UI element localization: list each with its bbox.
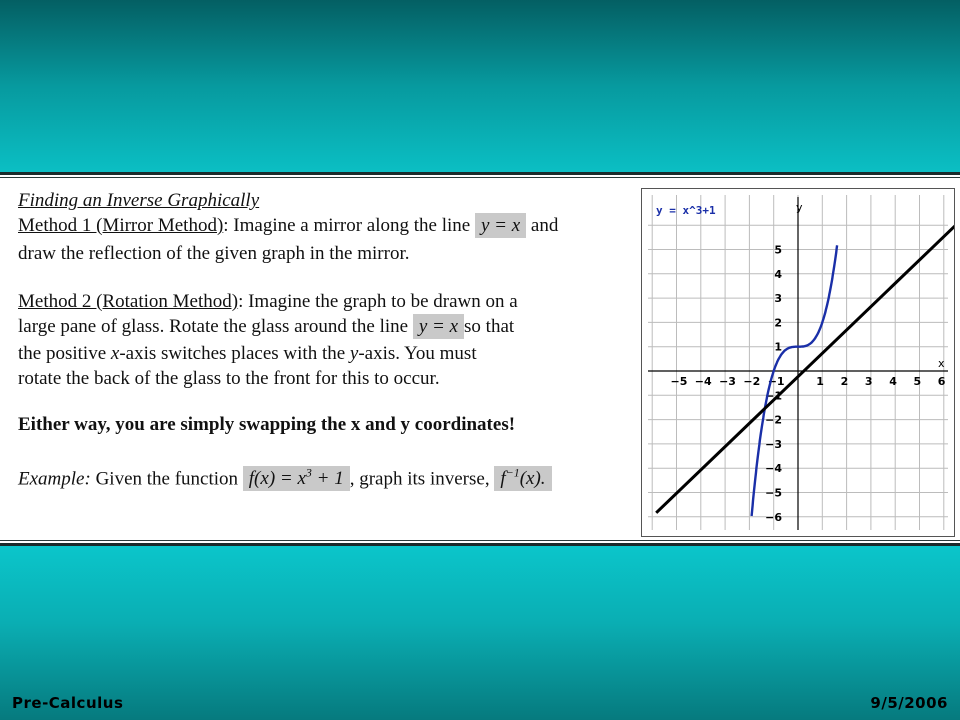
x-tick-label: −1 — [767, 375, 785, 388]
method1-label: Method 1 (Mirror Method) — [18, 215, 224, 236]
method2-line3-a: the positive — [18, 343, 111, 364]
example-inverse — [494, 466, 551, 491]
x-tick-label: 3 — [864, 375, 873, 388]
graph-plot — [642, 189, 954, 536]
example-inverse-exponent: −1 — [505, 466, 520, 480]
method1-text: : Imagine a mirror along the line — [223, 215, 471, 236]
method1-equation: y = x — [475, 213, 526, 238]
example-line — [18, 466, 552, 490]
x-tick-label: −2 — [743, 375, 761, 388]
y-tick-label: 1 — [774, 340, 782, 354]
y-tick-label: 4 — [774, 267, 782, 281]
method2-line3-c: -axis. You must — [358, 343, 477, 364]
y-tick-label: −3 — [765, 437, 782, 451]
emphasis-statement: Either way, you are simply swapping the x and y coordinates! — [18, 414, 516, 435]
footer-course: Pre-Calculus — [12, 694, 124, 712]
graph-frame — [641, 188, 955, 537]
x-tick-label: 5 — [913, 375, 922, 388]
y-tick-label: −2 — [765, 413, 782, 427]
example-label: Example: — [18, 468, 91, 490]
method2-line3 — [18, 343, 477, 365]
x-tick-label: −5 — [670, 375, 688, 388]
y-tick-label: −1 — [765, 389, 782, 403]
method2-label: Method 2 (Rotation Method) — [18, 291, 239, 312]
x-tick-label: 6 — [937, 375, 946, 388]
method2-line2 — [18, 316, 514, 338]
method2-so-that: so that — [464, 316, 515, 337]
method2-line1 — [18, 291, 518, 313]
method1-line2: draw the reflection of the given graph in the mirror. — [18, 243, 410, 264]
y-tick-label: −5 — [765, 486, 782, 500]
x-tick-label: 4 — [889, 375, 897, 388]
example-inverse-tail: (x). — [519, 468, 546, 490]
method2-line3-b: -axis switches places with the — [119, 343, 350, 364]
method2-text: : Imagine the graph to be drawn on a — [238, 291, 518, 312]
x-tick-label: 2 — [840, 375, 849, 388]
y-tick-label: −6 — [765, 510, 782, 524]
slide-background-bottom — [0, 544, 960, 720]
example-function-tail: + 1 — [311, 468, 344, 490]
method1-text-and: and — [530, 215, 559, 236]
example-text: Given the function — [90, 468, 239, 490]
x-axis-label: x — [938, 357, 945, 370]
example-text-b: , graph its inverse, — [349, 468, 490, 490]
method2-equation: y = x — [413, 314, 464, 339]
method2-y-var: y — [349, 343, 359, 364]
slide-heading: Finding an Inverse Graphically — [18, 190, 260, 211]
example-function-exponent: 3 — [305, 466, 312, 480]
graph-function-label: y = x^3+1 — [656, 204, 716, 217]
example-inverse-base: f — [500, 468, 506, 490]
method2-line4: rotate the back of the glass to the front for this to occur. — [18, 368, 440, 389]
method2-x-var: x — [110, 343, 120, 364]
example-function — [243, 466, 350, 491]
y-tick-label: −4 — [765, 462, 782, 476]
x-tick-label: −4 — [694, 375, 712, 388]
y-axis-label: y — [796, 201, 803, 214]
footer-date: 9/5/2006 — [870, 694, 948, 712]
y-tick-label: 5 — [774, 243, 782, 257]
method1-line1 — [18, 215, 558, 237]
x-tick-label: −3 — [719, 375, 736, 388]
example-function-base: f(x) = x — [248, 468, 306, 490]
y-tick-label: 2 — [774, 316, 782, 330]
method2-line2-text: large pane of glass. Rotate the glass around the line — [18, 316, 409, 337]
y-tick-label: 3 — [774, 292, 782, 306]
x-tick-label: 1 — [816, 375, 824, 388]
